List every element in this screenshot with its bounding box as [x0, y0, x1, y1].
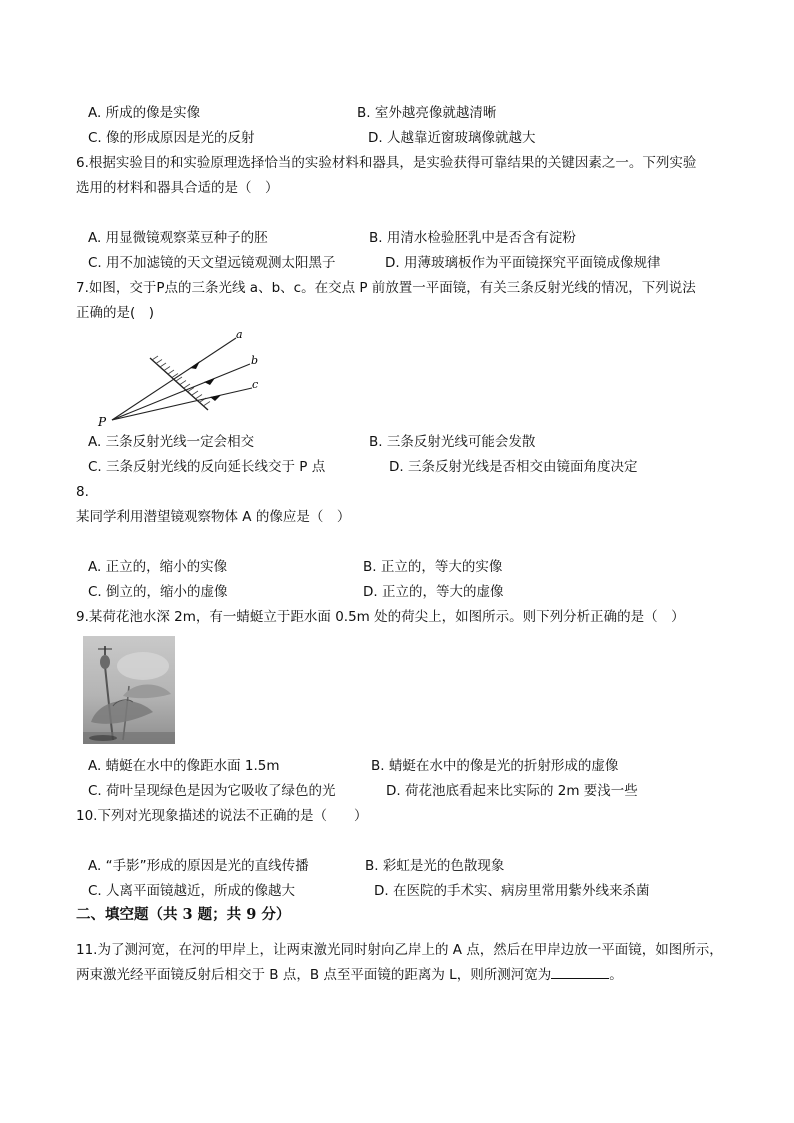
q6-option-b: B. 用清水检验胚乳中是否含有淀粉	[369, 230, 576, 246]
ray-b	[112, 364, 250, 420]
label-b: b	[251, 354, 259, 367]
q7-option-a: A. 三条反射光线一定会相交	[88, 434, 255, 450]
q8-option-b: B. 正立的，等大的实像	[363, 559, 503, 575]
q9-stem: 9.某荷花池水深 2m，有一蜻蜓立于距水面 0.5m 处的荷尖上，如图所示。则下列分析正确的是（ ）	[76, 609, 685, 625]
label-c: c	[252, 378, 259, 391]
label-a: a	[236, 328, 243, 341]
q9-option-d: D. 荷花池底看起来比实际的 2m 要浅一些	[386, 783, 638, 799]
q8-option-c: C. 倒立的，缩小的虚像	[88, 584, 228, 600]
ray-a-arrow-icon	[190, 361, 200, 369]
q6-stem-line2: 选用的材料和器具合适的是（ ）	[76, 180, 279, 196]
q5-option-c: C. 像的形成原因是光的反射	[88, 130, 255, 146]
q7-option-d: D. 三条反射光线是否相交由镜面角度决定	[389, 459, 638, 475]
q5-option-a: A. 所成的像是实像	[88, 105, 201, 121]
q7-stem-line1: 7.如图，交于P点的三条光线 a、b、c。在交点 P 前放置一平面镜，有关三条反射光线的情况，下列说法	[76, 280, 696, 296]
label-p: P	[98, 415, 107, 429]
q10-option-d: D. 在医院的手术实、病房里常用紫外线来杀菌	[374, 883, 650, 899]
q10-option-a: A. “手影”形成的原因是光的直线传播	[88, 858, 309, 874]
q8-stem: 某同学利用潜望镜观察物体 A 的像应是（ ）	[76, 509, 351, 525]
plane-mirror	[150, 356, 210, 410]
q9-option-b: B. 蜻蜓在水中的像是光的折射形成的虚像	[371, 758, 619, 774]
q11-answer-blank[interactable]	[551, 966, 609, 979]
q7-stem-line2: 正确的是( )	[76, 305, 155, 321]
q7-option-c: C. 三条反射光线的反向延长线交于 P 点	[88, 459, 326, 475]
q6-option-a: A. 用显微镜观察菜豆种子的胚	[88, 230, 268, 246]
q10-stem: 10.下列对光现象描述的说法不正确的是（ ）	[76, 808, 368, 824]
section-title-fill-in: 二、填空题（共 3 题；共 9 分）	[76, 906, 291, 923]
q10-option-c: C. 人离平面镜越近，所成的像越大	[88, 883, 296, 899]
q11-line2-text: 两束激光经平面镜反射后相交于 B 点，B 点至平面镜的距离为 L，则所测河宽为	[76, 967, 552, 983]
ray-b-arrow-icon	[204, 378, 215, 385]
q5-option-d: D. 人越靠近窗玻璃像就越大	[368, 130, 536, 146]
q8-option-d: D. 正立的，等大的虚像	[363, 584, 504, 600]
q9-dragonfly-lotus-photo	[83, 636, 175, 744]
q11-line2-end: 。	[609, 967, 623, 983]
q6-stem-line1: 6.根据实验目的和实验原理选择恰当的实验材料和器具，是实验获得可靠结果的关键因素之一。下列实验	[76, 155, 697, 171]
q9-option-c: C. 荷叶呈现绿色是因为它吸收了绿色的光	[88, 783, 336, 799]
q10-option-b: B. 彩虹是光的色散现象	[365, 858, 505, 874]
q9-option-a: A. 蜻蜓在水中的像距水面 1.5m	[88, 758, 280, 774]
q6-option-d: D. 用薄玻璃板作为平面镜探究平面镜成像规律	[385, 255, 661, 271]
q11-line1: 11.为了测河宽，在河的甲岸上，让两束激光同时射向乙岸上的 A 点，然后在甲岸边放一平面镜，如图所示，	[76, 942, 723, 958]
q7-option-b: B. 三条反射光线可能会发散	[369, 434, 536, 450]
q8-number: 8.	[76, 484, 89, 500]
q5-option-b: B. 室外越亮像就越清晰	[357, 105, 497, 121]
q7-light-rays-figure	[94, 326, 274, 430]
ray-a	[112, 338, 236, 420]
q8-option-a: A. 正立的，缩小的实像	[88, 559, 228, 575]
q11-line2	[76, 966, 623, 984]
ray-c	[112, 388, 252, 420]
q6-option-c: C. 用不加滤镜的天文望远镜观测太阳黑子	[88, 255, 336, 271]
